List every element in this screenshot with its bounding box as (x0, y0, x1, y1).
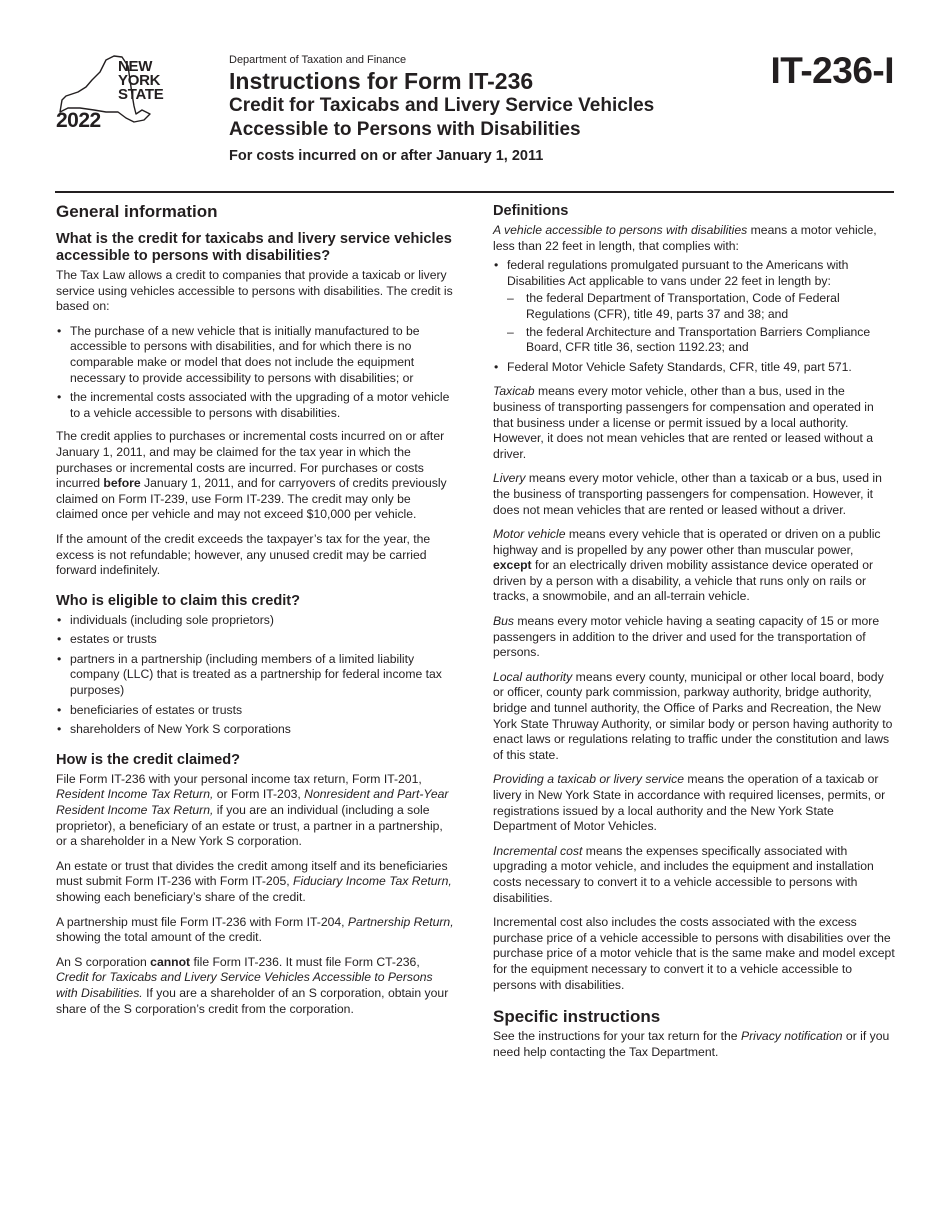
specific-instructions-text: See the instructions for your tax return for the Privacy notification or if you need help contacting the Tax Department. (493, 1029, 890, 1059)
definition-taxicab: Taxicab means every motor vehicle, other than a bus, used in the business of transporting passengers for compensation and operated in that business under a license or permit issued by a local authority. However, it does not mean vehicles that are rented or leased without a driver. (493, 384, 874, 461)
general-intro: The Tax Law allows a credit to companies that provide a taxicab or livery service using vehicles accessible to persons with disabilities. The credit is based on: (56, 268, 453, 314)
header (229, 54, 749, 164)
list-item: • beneficiaries of estates or trusts (56, 703, 454, 719)
logo-state-line3: STATE (118, 86, 164, 103)
nys-logo (56, 54, 186, 134)
logo-state-line1: NEW (118, 58, 153, 75)
how-claimed-paragraph-2: An estate or trust that divides the credit among itself and its beneficiaries must submit Form IT-236 with Form IT-205, Fiduciary Income Tax Return, showing each beneficiary’s share of the credit. (56, 858, 452, 904)
list-item: • shareholders of New York S corporations (56, 722, 454, 738)
how-claimed-paragraph-1: File Form IT-236 with your personal income tax return, Form IT-201, Resident Income Tax Return, or Form IT-203, Nonresident and Part-Year Resident Income Tax Return, if you are an individual (including a sole proprietor), a beneficiary of an estate or trust, a partner in a partnership, or a shareholder in a New York S corporation. (56, 771, 449, 849)
general-information-heading: General information (56, 202, 218, 221)
logo-state-line2: YORK (118, 72, 161, 89)
how-claimed-paragraph-3: A partnership must file Form IT-236 with Form IT-204, Partnership Return, showing the total amount of the credit. (56, 914, 454, 945)
credit-question-heading: What is the credit for taxicabs and livery service vehicles accessible to persons with disabilities? (56, 231, 452, 264)
list-item: – the federal Architecture and Transportation Barriers Compliance Board, CFR title 36, section 1192.23; and (507, 325, 895, 356)
subtitle-line1: Credit for Taxicabs and Livery Service Vehicles (229, 95, 655, 116)
regulation-sublist (507, 291, 895, 355)
incremental-cost-additional: Incremental cost also includes the costs associated with the excess purchase price of a vehicle accessible to persons with disabilities over the purchase price of a motor vehicle that is the same make and model except for the equipment necessary to convert it to a vehicle accessible to persons with disabilities. (493, 915, 895, 992)
left-column (56, 200, 454, 1026)
eligibility-heading: Who is eligible to claim this credit? (56, 592, 301, 609)
credit-applies-paragraph: The credit applies to purchases or incremental costs incurred on or after January 1, 2011, and may be claimed for the tax year in which the purchases or incremental costs are incurred. For purchases or costs incurred before January 1, 2011, and for carryovers of credits previously claimed on Form IT-239, use Form IT-239. The credit may only be claimed once per vehicle and may not exceed $10,000 per vehicle. (56, 429, 447, 522)
header-divider (55, 191, 894, 193)
subtitle-line2: Accessible to Persons with Disabilities (229, 119, 581, 140)
list-item: • federal regulations promulgated pursuant to the Americans with Disabilities Act applicable to vans under 22 feet in length by: – the federal Department of Transportation, Code of Federal Regulations (CFR), title 49, parts 37 and 38; and – the federal Architecture and Transportation Barriers Compliance Board, CFR title 36, section 1192.23; and (493, 258, 895, 356)
list-item: • Federal Motor Vehicle Safety Standards, CFR, title 49, part 571. (493, 360, 895, 376)
department-name: Department of Taxation and Finance (229, 54, 407, 66)
definition-local-authority: Local authority means every county, municipal or other local board, body or officer, county park commission, parkway authority, bridge authority, bridge and tunnel authority, the Office of Parks and Recreation, the New York State Thruway Authority, or similar body or person having authority to enact laws or regulations relating to traffic under the constitution and laws of this state. (493, 669, 893, 762)
how-claimed-heading: How is the credit claimed? (56, 751, 241, 768)
form-number: IT-236-I (770, 50, 894, 91)
list-item: • partners in a partnership (including members of a limited liability company (LLC) that is treated as a partnership for federal income tax purposes) (56, 652, 454, 699)
page-title: Instructions for Form IT-236 (229, 68, 534, 94)
how-claimed-paragraph-4: An S corporation cannot file Form IT-236. It must file Form CT-236, Credit for Taxicabs and Livery Service Vehicles Accessible to Persons with Disabilities. If you are a shareholder of an S corporation, obtain your share of the S corporation’s credit from the corporation. (56, 954, 449, 1016)
right-column (493, 200, 895, 1069)
definitions-heading: Definitions (493, 203, 569, 219)
eligibility-list (56, 613, 454, 738)
list-item: • The purchase of a new vehicle that is initially manufactured to be accessible to persons with disabilities, and for which there is no comparable make or model that does not include the equipment necessary to provide accessibility to persons with disabilities; or (56, 324, 454, 386)
credit-excess-paragraph: If the amount of the credit exceeds the taxpayer’s tax for the year, the excess is not refundable; however, any unused credit may be carried forward indefinitely. (56, 531, 431, 578)
costs-note: For costs incurred on or after January 1, 2011 (229, 148, 544, 164)
compliance-list (493, 258, 895, 375)
definition-bus: Bus means every motor vehicle having a seating capacity of 15 or more passengers in addition to the driver and used for the transportation of persons. (493, 614, 880, 660)
list-item: – the federal Department of Transportation, Code of Federal Regulations (CFR), title 49, parts 37 and 38; and (507, 291, 895, 322)
definition-accessible-vehicle: A vehicle accessible to persons with disabilities means a motor vehicle, less than 22 feet in length, that complies with: (493, 223, 877, 253)
logo-year: 2022 (56, 109, 101, 132)
definition-livery: Livery means every motor vehicle, other than a taxicab or a bus, used in the business of transporting passengers for compensation. However, it does not mean vehicles that are rented or leased without a driver. (493, 471, 882, 517)
definition-motor-vehicle: Motor vehicle means every vehicle that is operated or driven on a public highway and is propelled by any power other than muscular power, except for an electrically driven mobility assistance device operated or driven by a person with a disability, a vehicle that runs only on rails or tracks, a snowmobile, and an all-terrain vehicle. (493, 527, 881, 604)
definition-providing-service: Providing a taxicab or livery service means the operation of a taxicab or livery in New York State in accordance with required licenses, permits, or registrations issued by a local authority and the New York State Department of Motor Vehicles. (493, 772, 886, 834)
list-item: • estates or trusts (56, 632, 454, 648)
credit-basis-list (56, 324, 454, 422)
list-item: • individuals (including sole proprietors) (56, 613, 454, 629)
definition-incremental-cost: Incremental cost means the expenses specifically associated with upgrading a motor vehicle, and includes the equipment and installation costs necessary to convert it to a vehicle accessible to persons with disabilities. (493, 843, 874, 905)
list-item: • the incremental costs associated with the upgrading of a motor vehicle to a vehicle accessible to persons with disabilities. (56, 390, 454, 421)
specific-instructions-heading: Specific instructions (493, 1007, 661, 1027)
